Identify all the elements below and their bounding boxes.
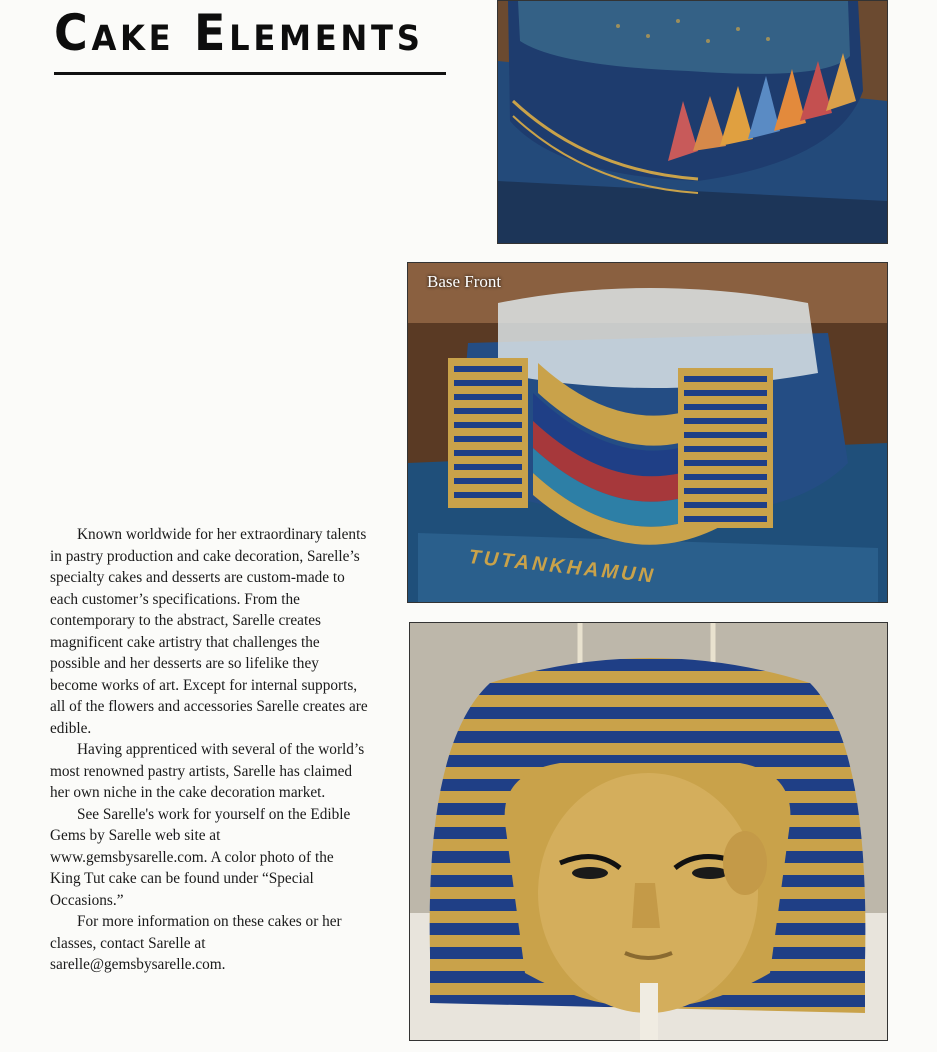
pharaoh-head-cake-photo	[409, 622, 888, 1041]
article-paragraph: Having apprenticed with several of the world’s most renowned pastry artists, Sarelle has claimed her own niche in the cake decoration market.	[50, 741, 365, 801]
photo-caption: Base Front	[427, 272, 502, 291]
square-cake-photo	[497, 0, 888, 244]
article-paragraph: For more information on these cakes or her classes, contact Sarelle at sarelle@gemsbysarelle.com.	[50, 913, 342, 973]
article-paragraph: Known worldwide for her extraordinary talents in pastry production and cake decoration, Sarelle’s specialty cakes and desserts are custom-made to each customer’s specifications. From the contemporary to the abstract, Sarelle creates magnificent cake artistry that challenges the possible and her desserts are so lifelike they become works of art. Except for internal supports, all of the flowers and accessories Sarelle creates are edible.	[50, 526, 368, 737]
article-paragraph: See Sarelle's work for yourself on the Edible Gems by Sarelle web site at www.gemsbysarelle.com. A color photo of the King Tut cake can be found under “Special Occasions.”	[50, 805, 351, 909]
page-title: Cake Elements	[54, 4, 424, 62]
title-underline	[54, 72, 446, 75]
article-body	[50, 524, 368, 976]
tutankhamun-plaque: TUTANKHAMUN	[467, 546, 657, 588]
base-front-photo	[407, 262, 888, 603]
